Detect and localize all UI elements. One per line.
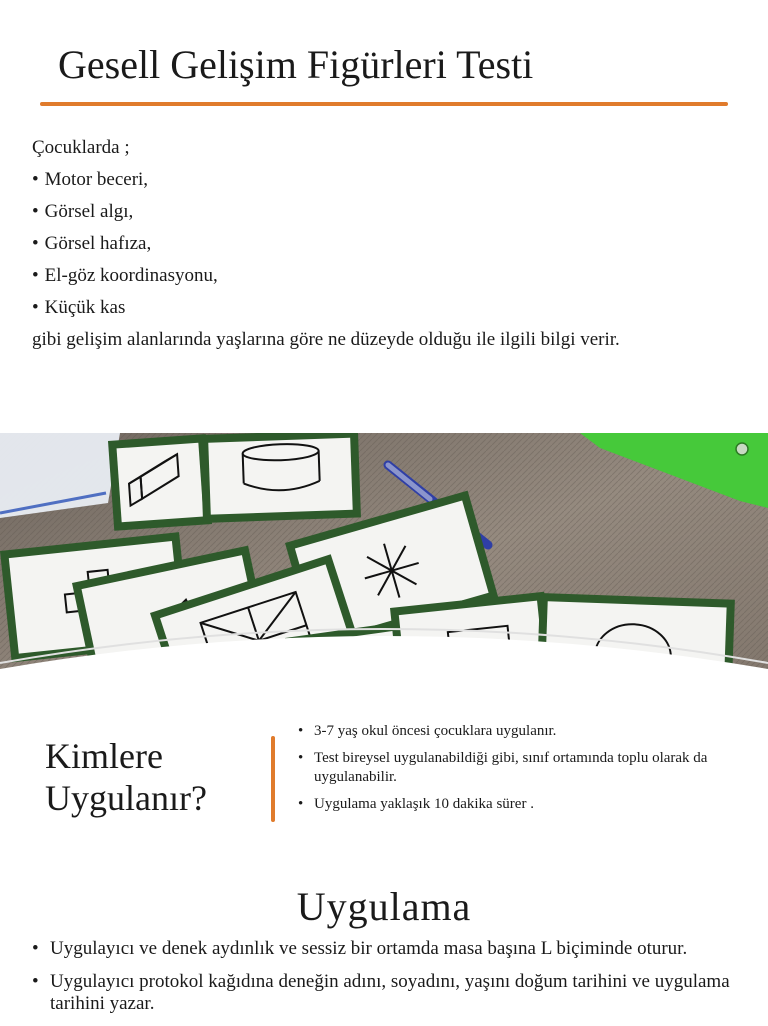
- who-title-line: Kimlere: [45, 736, 163, 776]
- bullet: •: [32, 233, 39, 254]
- list-item: • Test bireysel uygulanabildiği gibi, sınıf ortamında toplu olarak da uygulanabilir.: [296, 749, 756, 787]
- who-divider: [271, 736, 275, 822]
- list-item-label: El-göz koordinasyonu,: [44, 265, 218, 286]
- intro-list: [32, 164, 752, 324]
- title-underline: [40, 102, 728, 106]
- list-item: [32, 292, 752, 324]
- list-item-label: Görsel algı,: [44, 201, 134, 222]
- list-item: [32, 196, 752, 228]
- list-item: • Uygulayıcı protokol kağıdına deneğin adını, soyadını, yaşını doğum tarihini ve uygulama tarihini yazar.: [32, 971, 748, 1015]
- list-item-label: Görsel hafıza,: [44, 233, 152, 254]
- figure-cards-illustration: [0, 433, 768, 733]
- page-title: Gesell Gelişim Figürleri Testi: [58, 42, 534, 87]
- bullet: •: [32, 201, 39, 222]
- who-title-line: Uygulanır?: [45, 778, 207, 818]
- intro-section: [32, 132, 752, 356]
- list-item-label: Küçük kas: [44, 297, 126, 318]
- intro-lead: Çocuklarda ;: [32, 137, 130, 158]
- list-item: • Uygulama yaklaşık 10 dakika sürer .: [296, 795, 756, 814]
- list-item: [32, 164, 752, 196]
- bullet: •: [32, 169, 39, 190]
- list-item-label: Motor beceri,: [44, 169, 149, 190]
- bullet: •: [32, 265, 39, 286]
- who-list: [296, 722, 756, 822]
- list-item: • Uygulayıcı ve denek aydınlık ve sessiz bir ortamda masa başına L biçiminde oturur.: [32, 938, 748, 960]
- who-title: [45, 735, 207, 819]
- application-title: Uygulama: [296, 884, 472, 929]
- intro-closing: gibi gelişim alanlarında yaşlarına göre ne düzeyde olduğu ile ilgili bilgi verir.: [32, 329, 620, 350]
- list-item: • 3-7 yaş okul öncesi çocuklara uygulanır.: [296, 722, 756, 741]
- application-list: [32, 938, 748, 1026]
- list-item: [32, 260, 752, 292]
- bullet: •: [32, 297, 39, 318]
- figure-cards-photo: [0, 433, 768, 733]
- list-item: [32, 228, 752, 260]
